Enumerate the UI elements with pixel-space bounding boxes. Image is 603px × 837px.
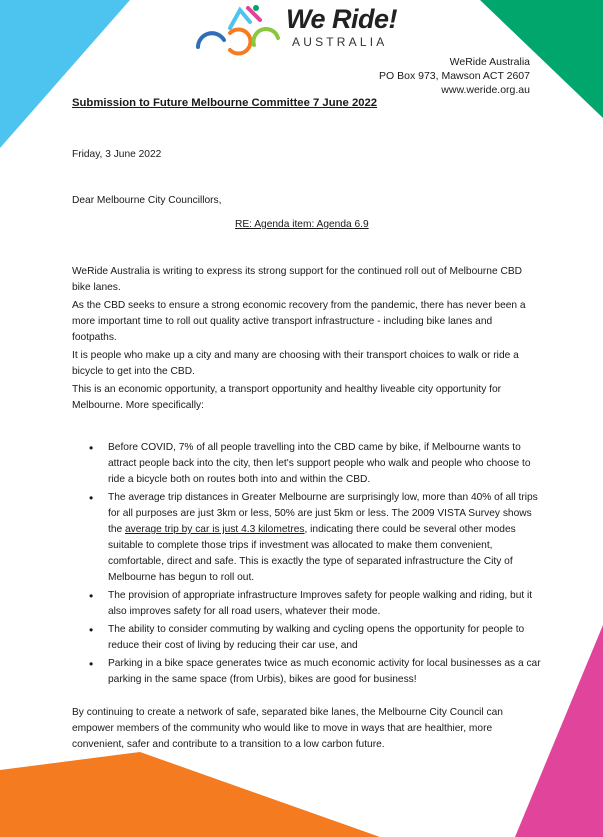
logo-wheel-orange [230,30,250,54]
logo-frame-cyan [230,10,250,28]
bullet-item [72,588,542,620]
bullet-text: Parking in a bike space generates twice as much economic activity for local businesses as a car parking in the same space (from Urbis), bikes are good for business! [108,658,541,685]
bullet-text: Before COVID, 7% of all people travelling into the CBD came by bike, if Melbourne wants to attract people back into the city, then let's support people who walk and people who choose to ride a bicycle both on routes both into and within the CBD. [108,442,531,485]
closing-paragraph: By continuing to create a network of safe, separated bike lanes, the Melbourne City Council can empower members of the community who would like to move in ways that are healthier, more convenient, safer and contribute to a transition to a low carbon future. [72,707,503,750]
paragraph-1: WeRide Australia is writing to express its strong support for the continued roll out of Melbourne CBD bike lanes. [72,266,522,293]
logo-wheel-green [254,29,279,45]
bullet-item [72,490,542,586]
bullet-text: , indicating there could be several other modes suitable to complete those trips if investment was allocated to make them convenient, comfortable, direct and safe. This is exactly the type of separated infrastructure the City of Melbourne has begun to roll out. [108,524,516,583]
logo-wheel-blue [198,33,224,47]
bullet-text: The average trip distances in Greater Melbourne are surprisingly low, more than 40% of all trips for all purposes are just 3km or less, 50% are just 5km or less. The 2009 VISTA Survey shows the [108,492,538,535]
logo-wordmark: We Ride! [286,4,398,34]
bullet-text: The ability to consider commuting by walking and cycling opens the opportunity for people to reduce their cost of living by reducing their car use, and [108,624,525,651]
sender-address-block [379,55,530,97]
letter-date: Friday, 3 June 2022 [72,149,162,160]
logo-dot-green [253,5,259,11]
document-title: Submission to Future Melbourne Committee 7 June 2022 [72,97,378,109]
sender-website[interactable]: www.weride.org.au [441,84,530,96]
logo-subtitle: AUSTRALIA [292,35,388,49]
sender-name: WeRide Australia [449,56,530,68]
bullet-item [72,622,542,654]
bullet-text: The provision of appropriate infrastructure Improves safety for people walking and riding, but it also improves safety for all road users, whatever their mode. [108,590,533,617]
bottom-left-orange-shape [0,752,380,837]
average-trip-link[interactable]: average trip by car is just 4.3 kilometres [125,524,305,535]
paragraph-4: This is an economic opportunity, a transport opportunity and healthy liveable city opportunity for Melbourne. More specifically: [72,384,502,411]
sender-address: PO Box 973, Mawson ACT 2607 [379,70,530,82]
bullet-item [72,656,542,688]
salutation: Dear Melbourne City Councillors, [72,195,222,206]
paragraph-3: It is people who make up a city and many are choosing with their transport choices to walk or ride a bicycle to get into the CBD. [72,350,519,377]
bullet-list [72,440,542,690]
bullet-item [72,440,542,488]
top-left-blue-triangle [0,0,130,148]
paragraph-2: As the CBD seeks to ensure a strong economic recovery from the pandemic, there has never been a more important time to roll out quality active transport infrastructure - including bike lanes and footpaths. [72,300,526,343]
re-line: RE: Agenda item: Agenda 6.9 [235,219,369,230]
